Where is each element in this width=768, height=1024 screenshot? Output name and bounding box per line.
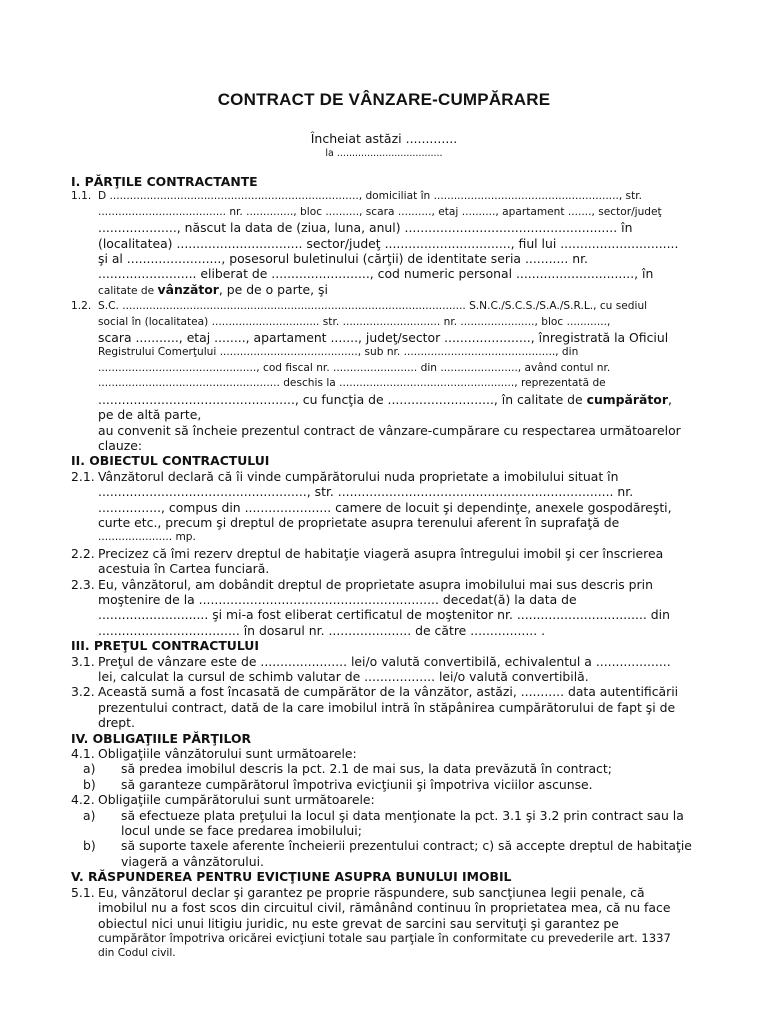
clause-number: 3.1.: [71, 653, 95, 669]
clause-line: acestuia în Cartea funciară.: [98, 561, 270, 577]
item-label: a): [83, 761, 96, 777]
clause-line: obiectul nici unui litigiu juridic, nu este grevat de sarcini sau servituţi şi garantez pe: [98, 915, 619, 931]
clause-line: ...................... mp.: [98, 531, 196, 544]
clause-line: viageră a vânzătorului.: [121, 853, 264, 869]
clause-line: prezentului contract, dată de la care imobilul intră în stăpânirea cumpărătorului de fapt şi de: [98, 699, 676, 715]
clause-line: drept.: [98, 715, 135, 731]
document-title: CONTRACT DE VÂNZARE-CUMPĂRARE: [217, 90, 551, 109]
clause-line: Eu, vânzătorul declar şi garantez pe proprie răspundere, sub sancţiunea legii penale, că: [98, 884, 645, 900]
clause-line: Registrului Comerţului ........................................., sub nr. ............................................., din: [98, 346, 579, 359]
clause-4-1: [71, 746, 707, 761]
clause-line: au convenit să încheie prezentul contract de vânzare-cumpărare cu respectarea următoarelor: [98, 422, 681, 438]
clause-line: ....................................................., str. ...................................................................... nr.: [98, 484, 634, 500]
clause-number: 2.3.: [71, 576, 95, 592]
clause-line: S.C. ...................................................................................................... S.N.C./S.C.S./S.A./S.R.L., cu sediul: [98, 300, 648, 313]
clause-line: Precizez că îmi rezerv dreptul de habitaţie viageră asupra întregului imobil şi cer înscrierea: [98, 545, 664, 561]
clause-1-2: [71, 299, 707, 453]
obligation-item: [71, 808, 707, 839]
clause-4-2: [71, 792, 707, 807]
item-label: b): [83, 776, 96, 792]
clause-2-1: [71, 469, 707, 546]
clause-2-2: [71, 546, 707, 577]
clause-line: să efectueze plata preţului la locul şi data menţionate la pct. 3.1 şi 3.2 prin contract sau la: [121, 807, 684, 823]
clause-line: [98, 282, 707, 299]
obligation-item: [71, 761, 707, 776]
clause-line: ...................., născut la data de (ziua, luna, anul) ...................................................... în: [98, 220, 633, 236]
clause-5-1: [71, 885, 707, 962]
clause-line: din Codul civil.: [98, 947, 176, 960]
clause-line: Obligaţiile cumpărătorului sunt următoarele:: [98, 792, 375, 808]
clause-number: 4.1.: [71, 746, 95, 762]
clause-3-2: [71, 684, 707, 730]
clause-text: , pe de o parte, şi: [218, 281, 328, 297]
section-heading-obligations: IV. OBLIGAŢIILE PĂRŢILOR: [71, 730, 252, 746]
clause-line: .................................... în dosarul nr. ..................... de către ................. .: [98, 622, 546, 638]
clause-line: D .........................................................................., domiciliat în ......................................................., str.: [98, 190, 642, 203]
clause-number: 3.2.: [71, 684, 95, 700]
clause-1-1: [71, 189, 707, 299]
clause-line: clauze:: [98, 437, 143, 453]
obligation-item: [71, 777, 707, 792]
clause-2-3: [71, 577, 707, 639]
clause-line: lei, calculat la cursul de schimb valutar de .................. lei/o valută convertibilă.: [98, 669, 589, 684]
clause-line: cumpărător împotriva oricărei evicţiuni totale sau parţiale în conformitate cu prevederile art. 1337: [98, 930, 671, 945]
clause-line: Preţul de vânzare este de ...................... lei/o valută convertibilă, echivalentul a ...................: [98, 653, 671, 669]
clause-line: ...................................................... deschis la ...................................................., reprezentată de: [98, 377, 606, 390]
section-heading-eviction: V. RĂSPUNDEREA PENTRU EVICŢIUNE ASUPRA BUNULUI IMOBIL: [71, 869, 512, 885]
clause-line: Această sumă a fost încasată de cumpărător de la vânzător, astăzi, ........... data autentificării: [98, 684, 679, 700]
clause-line: ......................... eliberat de ........................., cod numeric personal .............................., în: [98, 266, 654, 282]
clause-line: locul unde se face predarea imobilului;: [121, 823, 362, 839]
clause-3-1: [71, 654, 707, 685]
clause-number: 2.1.: [71, 468, 95, 484]
role-buyer: cumpărător: [586, 391, 668, 407]
clause-line: social în (localitatea) ................................ str. ............................. nr. ......................, bloc ............,: [98, 315, 611, 328]
item-label: a): [83, 807, 96, 823]
section-heading-price: III. PREŢUL CONTRACTULUI: [71, 638, 259, 654]
clause-number: 2.2.: [71, 545, 95, 561]
section-heading-parties: I. PĂRŢILE CONTRACTANTE: [71, 174, 258, 189]
clause-text: calitate de: [98, 284, 158, 297]
clause-line: să predea imobilul descris la pct. 2.1 de mai sus, la data prevăzută în contract;: [121, 761, 612, 777]
item-label: b): [83, 838, 96, 854]
clause-line: şi al ........................, posesorul buletinului (cărţii) de identitate seria ........... nr.: [98, 251, 588, 267]
clause-line: ..............................................., cod fiscal nr. ......................... din ......................., având contul nr.: [98, 361, 611, 374]
concluded-line: Încheiat astăzi .............: [310, 131, 458, 146]
clause-line: Vânzătorul declară că îi vinde cumpărătorului nuda proprietate a imobilului situat în: [98, 468, 619, 484]
clause-line: moştenire de la ............................................................. decedat(ă) la data de: [98, 591, 577, 607]
clause-line: să garanteze cumpărătorul împotriva evicţiunii şi împotriva viciilor ascunse.: [121, 776, 593, 792]
clause-line: Eu, vânzătorul, am dobândit dreptul de proprietate asupra imobilului mai sus descris prin: [98, 576, 653, 592]
clause-line: ............................ şi mi-a fost eliberat certificatul de moştenitor nr. ................................. din: [98, 607, 670, 623]
clause-line: imobilul nu a fost scos din circuitul civil, rămânând continuu în proprietatea mea, că nu face: [98, 900, 671, 916]
section-heading-object: II. OBIECTUL CONTRACTULUI: [71, 453, 270, 469]
role-seller: vânzător: [157, 281, 219, 297]
clause-line: curte etc., precum şi dreptul de proprietate asupra terenului aferent în suprafaţă de: [98, 514, 620, 530]
clause-line: pe de altă parte,: [98, 407, 202, 423]
obligation-item: [71, 838, 707, 869]
clause-line: să suporte taxele aferente încheierii prezentului contract; c) să accepte dreptul de habitaţie: [121, 838, 692, 854]
clause-line: scara ..........., etaj ........, apartament ......., judeţ/sector ......................, înregistrată la Oficiul: [98, 330, 669, 346]
clause-number: 1.2.: [71, 300, 92, 313]
clause-line: Obligaţiile vânzătorului sunt următoarele:: [98, 746, 357, 762]
clause-line: [98, 392, 707, 407]
clause-line: ................, compus din ...................... camere de locuit şi dependinţe, anexele gospodăreşti,: [98, 499, 672, 515]
contract-body: [71, 174, 707, 962]
place-line: la ...................................: [325, 148, 443, 159]
clause-line: ...................................... nr. .............., bloc .........., scara .........., etaj .........., apartament ......., sector/judeţ: [98, 205, 662, 218]
clause-number: 5.1.: [71, 884, 95, 900]
clause-number: 1.1.: [71, 190, 92, 203]
clause-text: ,: [667, 391, 672, 407]
clause-number: 4.2.: [71, 792, 95, 808]
clause-text: .................................................., cu funcţia de ..........................., în calitate de: [98, 391, 587, 407]
clause-line: (localitatea) ................................ sector/judeţ ................................, fiul lui ..............................: [98, 235, 679, 251]
